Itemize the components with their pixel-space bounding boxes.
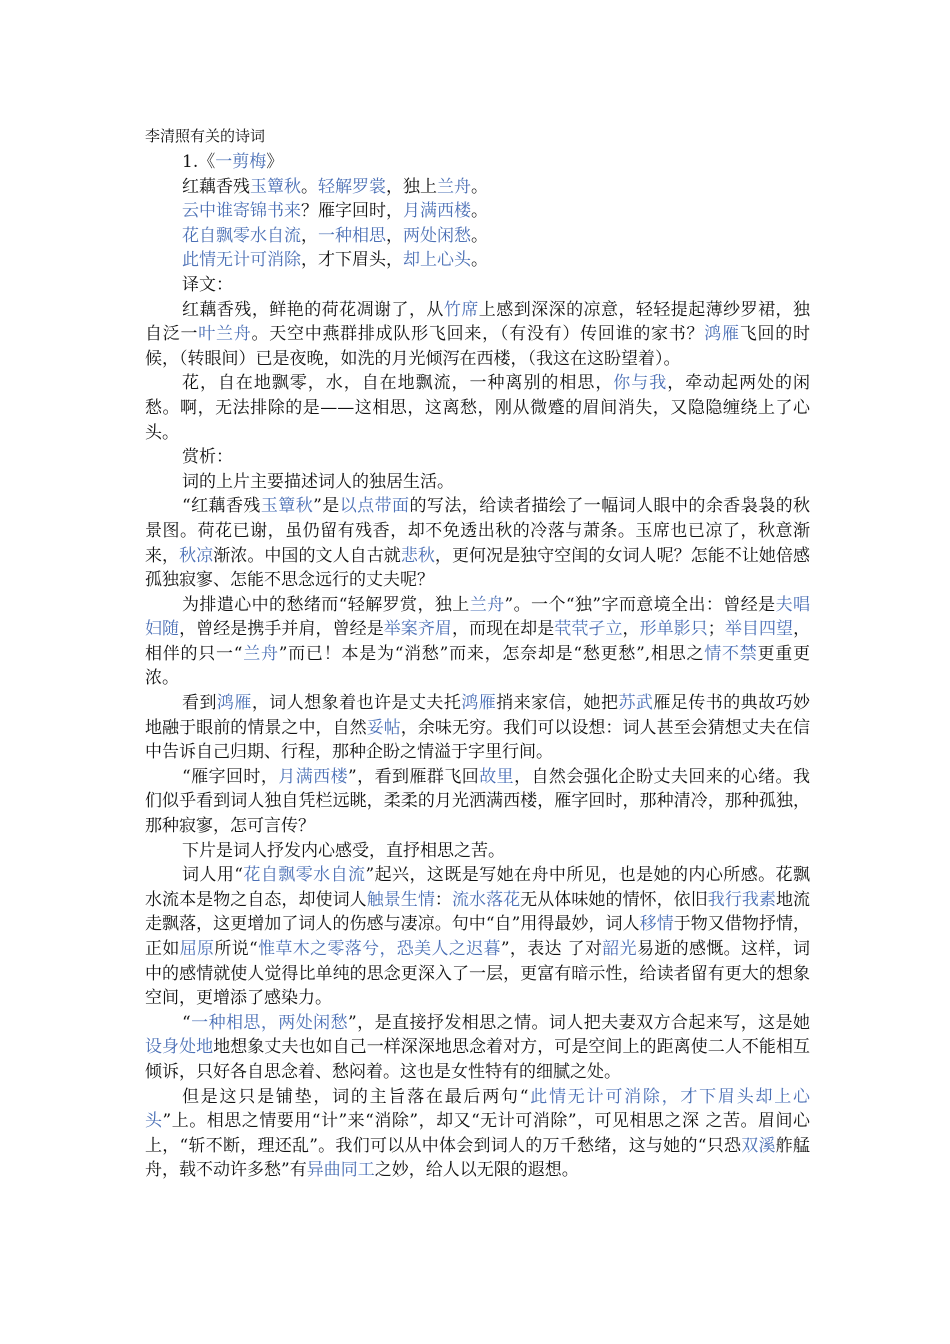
term-link[interactable]: 设身处地 xyxy=(145,1037,214,1058)
text-run: ， xyxy=(301,225,318,246)
text-run: 易逝的感慨。这样，词中的感情就使人觉得比单纯的思念更深入了一层，更富有暗示性，给读者留有更大的想象空间，更增添了感染力。 xyxy=(145,939,811,1009)
term-link[interactable]: 惟草木之零落兮，恐美人之迟暮 xyxy=(257,939,501,959)
analysis-label: 赏析： xyxy=(182,447,233,468)
text-run: “雁字回时， xyxy=(182,766,279,787)
term-link[interactable]: 兰舟 xyxy=(437,176,471,197)
analysis-paragraph xyxy=(145,593,810,691)
term-link[interactable]: 我行我素 xyxy=(707,889,776,910)
term-link[interactable]: 兰舟 xyxy=(242,643,279,664)
translation-label: 译文： xyxy=(182,274,233,295)
analysis-paragraph xyxy=(145,494,810,592)
text-run: 。 xyxy=(301,176,318,197)
analysis-paragraph xyxy=(145,691,810,765)
document-title: 李清照有关的诗词 xyxy=(145,127,266,145)
text-run: 。 xyxy=(471,201,488,222)
term-link[interactable]: 一种相思，两处闲愁 xyxy=(190,1012,349,1033)
analysis-section xyxy=(145,470,810,1183)
poem-line xyxy=(145,175,810,200)
text-run: 但是这只是铺垫，词的主旨落在最后两句“ xyxy=(182,1086,529,1107)
term-link[interactable]: 韶光 xyxy=(602,939,637,959)
term-link[interactable]: 异曲同工 xyxy=(306,1160,375,1181)
text-run: 舴艋舟，载不动许多愁”有 xyxy=(145,1135,811,1181)
text-run: ，独上 xyxy=(386,176,437,197)
text-run: ”而已！本是为“消愁”而来，怎奈却是“愁更愁”,相思之 xyxy=(278,643,705,664)
term-link[interactable]: 以点带面 xyxy=(339,496,410,517)
term-link[interactable]: 触景生情 xyxy=(366,889,435,910)
term-link[interactable]: 兰舟 xyxy=(469,594,505,615)
text-run: ， xyxy=(622,619,640,640)
text-run: ，才下眉头， xyxy=(301,250,403,271)
term-link[interactable]: 苏武 xyxy=(618,693,654,714)
term-link[interactable]: 花自飘零水自流 xyxy=(182,225,301,246)
term-link[interactable]: 玉簟秋 xyxy=(250,176,301,197)
term-link[interactable]: 两处闲愁 xyxy=(403,225,471,246)
text-run: 所说“ xyxy=(214,939,258,959)
text-run: 。 xyxy=(471,250,488,271)
poem-number: 1. xyxy=(182,152,199,172)
term-link[interactable]: 举案齐眉 xyxy=(383,619,452,640)
text-run: 更重更浓。 xyxy=(145,643,810,689)
text-run: ，余味无穷。我们可以设想：词人甚至会猜想丈夫在信中告诉自己归期、行程，那种企盼之情溢于字里行间。 xyxy=(145,717,811,763)
text-run: 为排遣心中的愁绪而“轻解罗赏，独上 xyxy=(182,594,470,615)
text-run: ”起兴，这既是写她在舟中所见，也是她的内心所感。花飘水流本是物之自态，却使词人 xyxy=(145,865,810,910)
text-run: 上感到深深的凉意，轻轻提起薄纱罗裙，独自泛一 xyxy=(145,299,811,345)
term-link[interactable]: 双溪 xyxy=(741,1135,776,1156)
term-link[interactable]: 形单影只 xyxy=(639,619,708,640)
text-run: ”上。相思之情要用“计”来“消除”，却又“无计可消除”，可见相思之深 之苦。眉间心上，“斩不断，理还乱”。我们可以从中体会到词人的万千愁绪，这与她的“只恐 xyxy=(145,1111,810,1156)
text-run: ，更何况是独守空闺的女词人呢？怎能不让她倍感孤独寂寥、怎能不思念远行的丈夫呢？ xyxy=(145,545,811,591)
text-run: ，自然会强化企盼丈夫回来的心绪。我们似乎看到词人独自凭栏远眺，柔柔的月光洒满西楼，雁字回时，那种清冷，那种孤独，那种寂寥，怎可言传？ xyxy=(145,766,810,837)
term-link[interactable]: 流水落花 xyxy=(451,889,521,910)
term-link[interactable]: 叶兰舟 xyxy=(198,324,252,345)
poem-line xyxy=(145,199,810,224)
term-link[interactable]: 夫唱妇随 xyxy=(145,594,811,640)
text-run: ”是 xyxy=(313,496,340,517)
analysis-paragraph xyxy=(145,839,810,864)
text-run: 下片是词人抒发内心感受，直抒相思之苦。 xyxy=(182,840,505,861)
text-run: 。天空中燕群排成队形飞回来，（有没有）传回谁的家书？ xyxy=(251,324,705,345)
text-run: 无从体味她的情怀，依旧 xyxy=(520,889,708,910)
poem-line xyxy=(145,224,810,249)
text-run: 词的上片主要描述词人的独居生活。 xyxy=(182,471,454,492)
text-run: ； xyxy=(707,619,725,640)
text-run: ，而现在却是 xyxy=(451,619,555,640)
text-run: ，牵动起两处的闲愁。啊，无法排除的是——这相思，这离愁，刚从微蹙的眉间消失，又隐隐缠绕上了心头。 xyxy=(145,373,811,443)
text-run: 之妙，给人以无限的遐想。 xyxy=(374,1160,579,1181)
text-run: ： xyxy=(434,889,452,910)
term-link[interactable]: 鸿雁 xyxy=(461,693,497,714)
text-run: 词人用“ xyxy=(182,865,243,886)
text-run: 地想象丈夫也如自己一样深深地思念着对方，可是空间上的距离使二人不能相互倾诉，只好各自思念着、愁闷着。这也是女性特有的细腻之处。 xyxy=(145,1037,811,1082)
term-link[interactable]: 举目四望 xyxy=(724,619,794,640)
text-run: 。 xyxy=(471,176,488,197)
text-run: ”，是直接抒发相思之情。词人把夫妻双方合起来写，这是她 xyxy=(348,1012,810,1033)
text-run: ”。一个“独”字而意境全出：曾经是 xyxy=(504,594,776,615)
translation-section xyxy=(145,298,810,446)
text-run: ，相伴的只一“ xyxy=(145,619,811,664)
text-run: “红藕香残 xyxy=(182,496,261,517)
text-run: ， xyxy=(386,225,403,246)
term-link[interactable]: 却上心头 xyxy=(403,250,471,271)
poem-line xyxy=(145,248,810,273)
text-run: 雁足传书的典故巧妙地融于眼前的情景之中，自然 xyxy=(145,693,811,738)
analysis-paragraph xyxy=(145,1085,810,1183)
term-link[interactable]: 鸿雁 xyxy=(704,324,740,345)
translation-paragraph xyxy=(145,371,810,445)
term-link[interactable]: 竹席 xyxy=(443,299,479,320)
poem-title-open: 《 xyxy=(198,152,216,172)
text-run: 。 xyxy=(471,225,488,246)
text-run: 红藕香残 xyxy=(182,176,250,197)
text-run: ”，表达 了对 xyxy=(500,939,603,959)
term-link[interactable]: 月满西楼 xyxy=(278,766,349,787)
term-link[interactable]: 你与我 xyxy=(613,373,668,394)
analysis-paragraph xyxy=(145,1011,810,1085)
term-link[interactable]: 云中谁寄锦书来 xyxy=(182,201,301,222)
analysis-paragraph xyxy=(145,765,810,839)
text-run: 看到 xyxy=(182,693,217,714)
text-run: ”，看到雁群飞回 xyxy=(348,766,480,787)
term-link[interactable]: 秋凉 xyxy=(179,545,214,566)
term-link[interactable]: 情不禁 xyxy=(704,643,758,664)
term-link[interactable]: 鸿雁 xyxy=(216,693,252,714)
poem-title-close: 》 xyxy=(266,152,284,172)
analysis-paragraph xyxy=(145,863,810,1011)
term-link[interactable]: 妥帖 xyxy=(366,717,401,738)
text-run: 捎来家信，她把 xyxy=(496,693,619,714)
term-link[interactable]: 轻解罗裳 xyxy=(318,176,386,197)
poem-lines xyxy=(145,175,810,273)
poem-heading xyxy=(145,150,810,175)
text-run: 的写法，给读者描绘了一幅词人眼中的余香袅袅的秋景图。荷花已谢，虽仍留有残香，却不免透出秋的冷落与萧条。玉席也已凉了，秋意渐来， xyxy=(145,496,810,566)
text-run: 于物又借物抒情，正如 xyxy=(145,914,811,959)
term-link[interactable]: 花自飘零水自流 xyxy=(243,865,366,886)
translation-paragraph xyxy=(145,298,810,372)
term-link[interactable]: 月满西楼 xyxy=(403,201,471,222)
term-link[interactable]: 此情无计可消除 xyxy=(182,250,301,271)
document-body xyxy=(145,150,810,1183)
term-link[interactable]: 屈原 xyxy=(179,939,215,959)
term-link[interactable]: 一种相思 xyxy=(318,225,386,246)
poem-title-link[interactable]: 一剪梅 xyxy=(215,152,267,172)
term-link[interactable]: 悲秋 xyxy=(400,545,435,566)
term-link[interactable]: 茕茕孑立 xyxy=(554,619,623,640)
term-link[interactable]: 玉簟秋 xyxy=(260,496,314,517)
term-link[interactable]: 故里 xyxy=(479,766,515,787)
term-link[interactable]: 移情 xyxy=(639,914,674,935)
text-run: ？雁字回时， xyxy=(301,201,403,222)
analysis-paragraph xyxy=(145,470,810,495)
text-run: 飞回的时候，（转眼间）已是夜晚，如洗的月光倾泻在西楼，（我这在这盼望着）。 xyxy=(145,324,811,369)
text-run: ，曾经是携手并肩，曾经是 xyxy=(179,619,384,640)
term-link[interactable]: 此情无计可消除，才下眉头却上心头 xyxy=(145,1086,810,1132)
text-run: 花，自在地飘零，水，自在地飘流，一种离别的相思， xyxy=(182,373,614,394)
text-run: 地流走飘落，这更增加了词人的伤感与凄凉。句中“自”用得最妙，词人 xyxy=(145,889,811,935)
text-run: 红藕香残，鲜艳的荷花凋谢了，从 xyxy=(182,299,444,320)
text-run: 渐浓。中国的文人自古就 xyxy=(213,545,401,566)
text-run: ，词人想象着也许是丈夫托 xyxy=(251,693,462,714)
text-run: “ xyxy=(182,1012,191,1033)
